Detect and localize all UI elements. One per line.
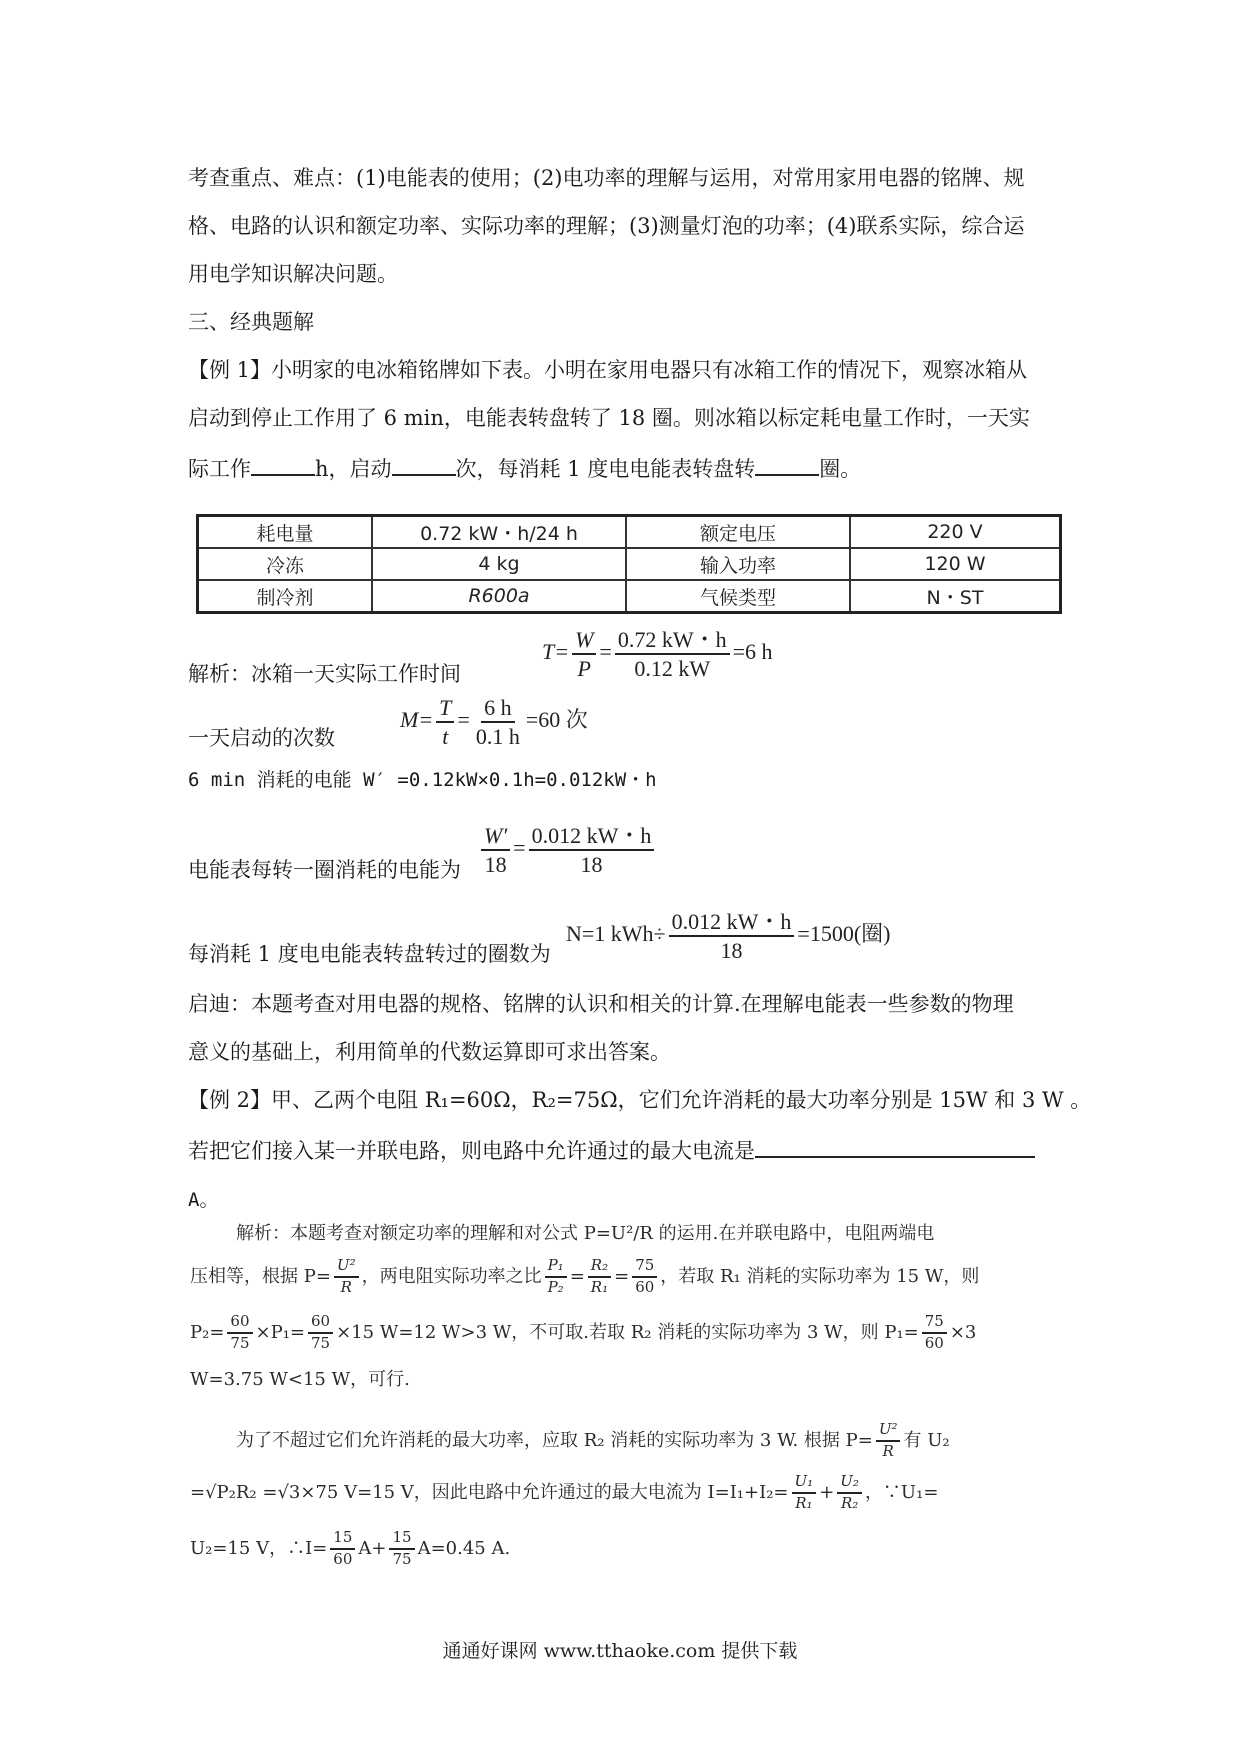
solution2-p1-line1: 解析：本题考查对额定功率的理解和对公式 P=U²/R 的运用.在并联电路中，电阻两端电: [236, 1223, 935, 1244]
formula-text: +: [819, 1481, 835, 1503]
table-cell: 4 kg: [372, 548, 626, 580]
solution1-step1-label: 解析：冰箱一天实际工作时间: [188, 662, 461, 686]
solution1-step3: 6 min 消耗的电能 W′ =0.12kW×0.1h=0.012kW・h: [188, 769, 657, 791]
fraction: [227, 1314, 252, 1352]
fraction-numerator: 0.012 kW・h: [529, 824, 655, 851]
fraction: [669, 910, 795, 962]
formula-text: ×15 W=12 W>3 W，不可取.若取 R₂ 消耗的实际功率为 3 W，则 P₁=: [336, 1321, 919, 1343]
answer-blank-revolutions[interactable]: [755, 452, 819, 476]
formula-text: =: [513, 835, 526, 861]
fraction-numerator: 15: [330, 1530, 355, 1550]
fraction-numerator: U²: [876, 1422, 901, 1442]
fraction-numerator: U₂: [837, 1474, 862, 1494]
fraction: [545, 1258, 567, 1296]
fraction-numerator: 0.012 kW・h: [669, 910, 795, 937]
fraction-numerator: U²: [334, 1258, 359, 1278]
solution2-p2-line2: [190, 1474, 938, 1512]
fraction-numerator: 75: [632, 1258, 657, 1278]
formula-text: =: [614, 1265, 630, 1287]
table-cell: 120 W: [850, 548, 1061, 580]
fraction: [922, 1314, 947, 1352]
formula-text: ×3: [949, 1321, 977, 1343]
fraction-denominator: 60: [924, 1333, 944, 1352]
table-cell: 制冷剂: [198, 580, 373, 613]
formula-text: N=1 kWh÷: [566, 921, 666, 947]
section-title: 三、经典题解: [188, 310, 314, 334]
formula-text: 压相等，根据 P=: [190, 1265, 331, 1287]
fraction-denominator: 18: [720, 938, 743, 964]
solution2-p2-line1: [190, 1422, 950, 1460]
table-row: [198, 516, 1061, 549]
fraction-numerator: W′: [481, 824, 510, 851]
example1-text-c: 次，每消耗 1 度电电能表转盘转: [455, 457, 756, 481]
formula-text: =: [599, 639, 612, 665]
formula-text: =1500(圈): [797, 921, 891, 947]
fraction-numerator: 0.72 kW・h: [615, 628, 730, 655]
fraction-denominator: P: [577, 656, 591, 682]
fraction: [529, 824, 655, 876]
table-cell: 冷冻: [198, 548, 373, 580]
fraction: [876, 1422, 901, 1460]
fraction-numerator: T: [436, 696, 454, 723]
answer-blank-max-current[interactable]: [755, 1134, 1035, 1158]
table-row: [198, 548, 1061, 580]
answer-blank-starts[interactable]: [392, 452, 456, 476]
example1-text-b: h，启动: [315, 457, 392, 481]
formula-text: 有 U₂: [903, 1429, 950, 1451]
formula-start-count: [400, 696, 588, 748]
fraction-denominator: P₂: [547, 1277, 564, 1296]
fraction-denominator: 75: [230, 1333, 250, 1352]
fraction-denominator: R: [340, 1277, 352, 1296]
fraction-denominator: 60: [635, 1277, 655, 1296]
formula-text: U₂=15 V，∴I=: [190, 1537, 328, 1559]
fraction: [330, 1530, 355, 1568]
fraction: [334, 1258, 359, 1296]
fraction: [572, 628, 596, 680]
page-footer: 通通好课网 www.tthaoke.com 提供下载: [442, 1640, 798, 1662]
fraction-denominator: 75: [392, 1549, 412, 1568]
example1-text-d: 圈。: [819, 457, 862, 481]
fraction: [389, 1530, 414, 1568]
example2-line-3: A。: [188, 1189, 219, 1211]
fraction-denominator: 0.12 kW: [634, 656, 711, 682]
table-cell: 耗电量: [198, 516, 373, 549]
solution2-p1-line3: [190, 1314, 976, 1352]
example1-line-1: 【例 1】小明家的电冰箱铭牌如下表。小明在家用电器只有冰箱工作的情况下，观察冰箱从: [188, 358, 1028, 382]
solution1-step5-label: 每消耗 1 度电电能表转盘转过的圈数为: [188, 942, 551, 966]
fraction-denominator: R: [882, 1441, 894, 1460]
qidi-line-1: 启迪：本题考查对用电器的规格、铭牌的认识和相关的计算.在理解电能表一些参数的物理: [188, 992, 1014, 1016]
fraction: [632, 1258, 657, 1296]
fraction-denominator: 18: [580, 852, 603, 878]
formula-revolutions: [566, 910, 890, 962]
fraction: [473, 696, 523, 748]
nameplate-table: [196, 514, 1062, 614]
fraction-numerator: P₁: [545, 1258, 567, 1278]
formula-energy-per-rev: [478, 824, 657, 876]
table-cell: R600a: [372, 580, 626, 613]
fraction-denominator: 18: [484, 852, 507, 878]
formula-text: ×P₁=: [255, 1321, 306, 1343]
fraction-denominator: R₁: [590, 1277, 609, 1296]
fraction-denominator: t: [442, 724, 449, 750]
table-cell: N・ST: [850, 580, 1061, 613]
fraction-numerator: 60: [308, 1314, 333, 1334]
formula-text: =6 h: [732, 639, 773, 665]
example1-line-3: [188, 452, 861, 483]
fraction: [436, 696, 454, 748]
fraction-numerator: W: [572, 628, 596, 655]
formula-text: =: [457, 707, 470, 733]
fraction-denominator: R₂: [840, 1493, 859, 1512]
fraction: [792, 1474, 817, 1512]
fraction-denominator: 0.1 h: [475, 724, 520, 750]
fraction-numerator: U₁: [792, 1474, 817, 1494]
example1-text-a: 际工作: [188, 457, 251, 481]
formula-text: ，两电阻实际功率之比: [361, 1265, 542, 1287]
table-cell: 220 V: [850, 516, 1061, 549]
intro-line-1: 考查重点、难点：(1)电能表的使用；(2)电功率的理解与运用，对常用家用电器的铭牌、规: [188, 166, 1025, 190]
formula-text: M=: [400, 707, 434, 733]
formula-text: P₂=: [190, 1321, 225, 1343]
fraction: [588, 1258, 611, 1296]
solution1-step4-label: 电能表每转一圈消耗的电能为: [188, 858, 461, 882]
fraction: [837, 1474, 862, 1512]
fraction: [481, 824, 510, 876]
qidi-line-2: 意义的基础上，利用简单的代数运算即可求出答案。: [188, 1040, 671, 1064]
formula-text: 为了不超过它们允许消耗的最大功率，应取 R₂ 消耗的实际功率为 3 W. 根据 P=: [236, 1429, 873, 1451]
formula-work-time: [542, 628, 773, 680]
intro-line-3: 用电学知识解决问题。: [188, 262, 398, 286]
table-cell: 额定电压: [626, 516, 850, 549]
example1-line-2: 启动到停止工作用了 6 min，电能表转盘转了 18 圈。则冰箱以标定耗电量工作时，一天实: [188, 406, 1030, 430]
fraction: [308, 1314, 333, 1352]
formula-text: =√P₂R₂ =√3×75 V=15 V，因此电路中允许通过的最大电流为 I=I₁+I₂=: [190, 1481, 789, 1503]
fraction-numerator: R₂: [588, 1258, 611, 1278]
formula-text: A+: [358, 1537, 387, 1559]
formula-text: =60 次: [525, 707, 588, 733]
fraction-denominator: 60: [333, 1549, 353, 1568]
solution2-p2-line3: [190, 1530, 510, 1568]
fraction-denominator: R₁: [795, 1493, 813, 1512]
solution2-p1-line4: W=3.75 W<15 W，可行.: [190, 1369, 410, 1390]
answer-blank-hours[interactable]: [251, 452, 315, 476]
formula-text: A=0.45 A.: [417, 1537, 511, 1559]
fraction-numerator: 75: [922, 1314, 947, 1334]
fraction-numerator: 60: [227, 1314, 252, 1334]
table-cell: 气候类型: [626, 580, 850, 613]
table-cell: 0.72 kW・h/24 h: [372, 516, 626, 549]
example2-line-1: 【例 2】甲、乙两个电阻 R₁=60Ω，R₂=75Ω，它们允许消耗的最大功率分别是 15W 和 3 W 。: [188, 1088, 1092, 1112]
example2-text: 若把它们接入某一并联电路，则电路中允许通过的最大电流是: [188, 1139, 755, 1163]
solution2-p1-line2: [190, 1258, 979, 1296]
formula-text: ，∵U₁=: [864, 1481, 939, 1503]
formula-text: =: [569, 1265, 585, 1287]
example2-line-2: [188, 1134, 1035, 1165]
solution1-step2-label: 一天启动的次数: [188, 726, 335, 750]
table-row: [198, 580, 1061, 613]
fraction-numerator: 15: [389, 1530, 414, 1550]
intro-line-2: 格、电路的认识和额定功率、实际功率的理解；(3)测量灯泡的功率；(4)联系实际，综合运: [188, 214, 1025, 238]
formula-text: T=: [542, 639, 570, 665]
fraction-numerator: 6 h: [481, 696, 515, 723]
formula-text: ，若取 R₁ 消耗的实际功率为 15 W，则: [660, 1265, 980, 1287]
fraction: [615, 628, 730, 680]
fraction-denominator: 75: [311, 1333, 331, 1352]
table-cell: 输入功率: [626, 548, 850, 580]
